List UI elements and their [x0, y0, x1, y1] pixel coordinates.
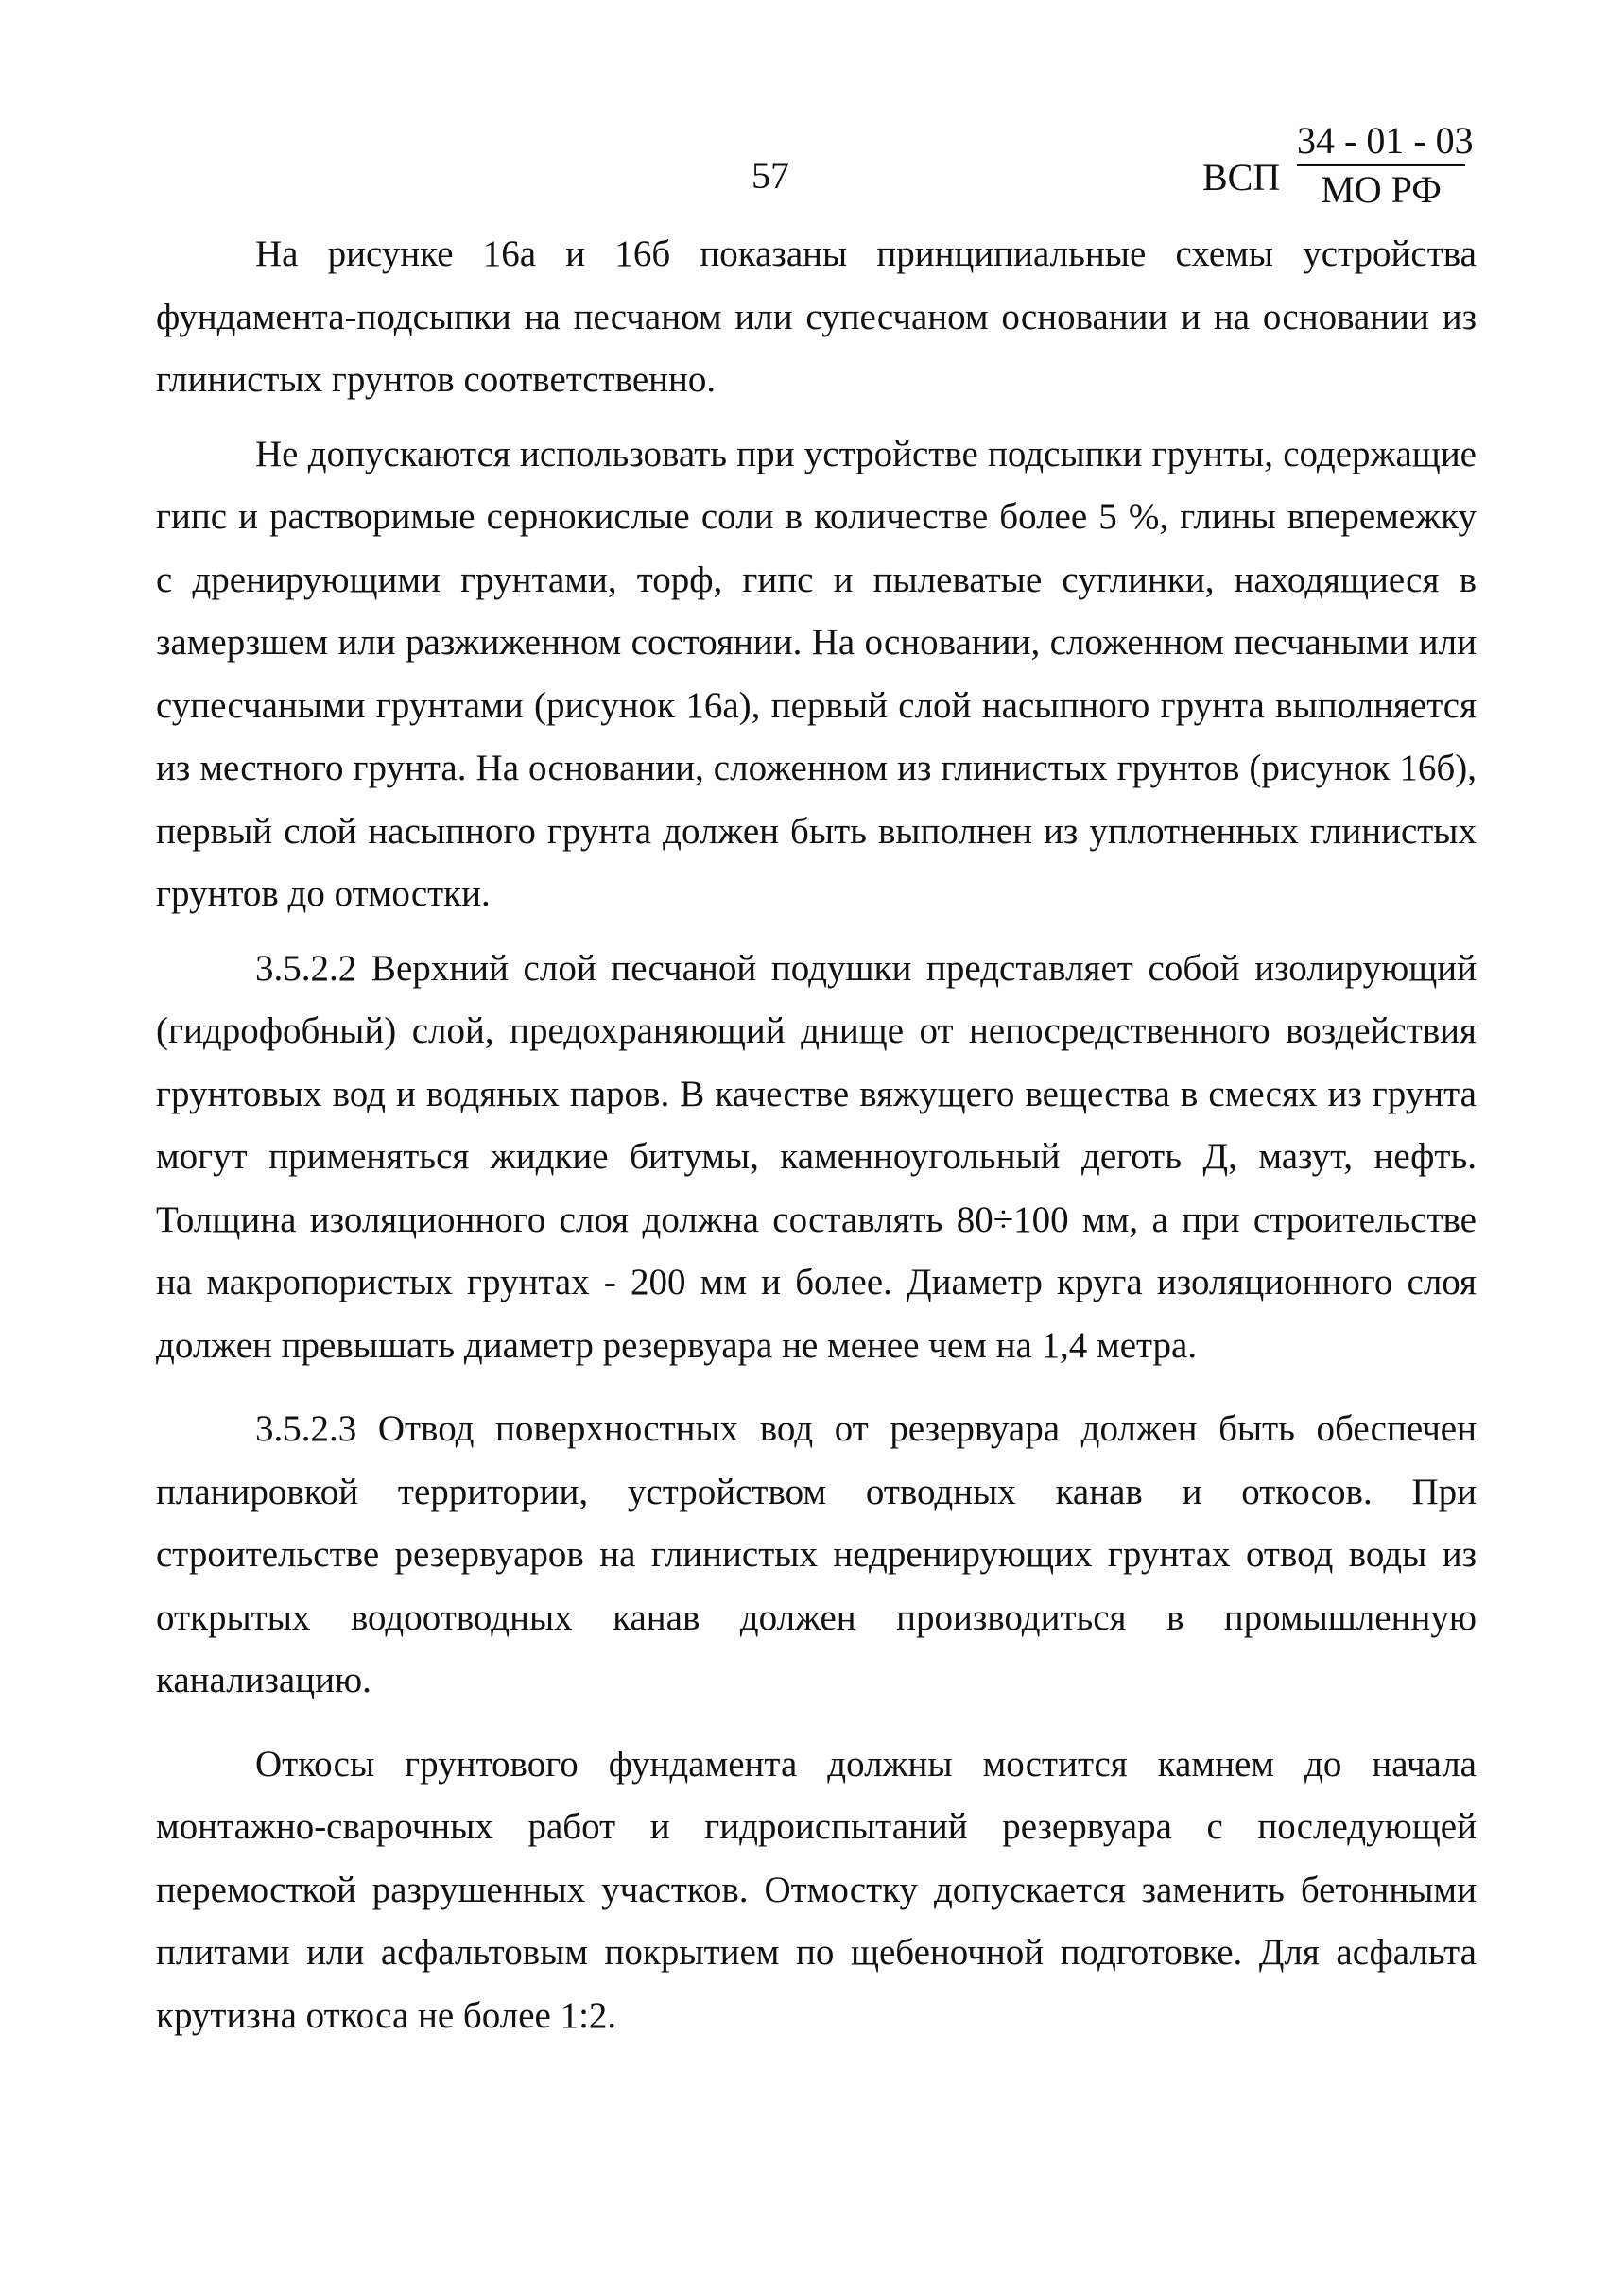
paragraph-fill-soil-restrictions: Не допускаются использовать при устройстве подсыпки грунты, содержащие гипс и растворимые сернокислые соли в количестве более 5 %, глины вперемежку с дренирующими грунтами, торф, гипс и пылеватые суглинки, находящиеся в замерзшем или разжиженном состоянии. На основании, сложенном песчаными или супесчаными грунтами (рисунок 16а), первый слой насыпного грунта выполняется из местного грунта. На основании, сложенном из глинистых грунтов (рисунок 16б), первый слой насыпного грунта должен быть выполнен из уплотненных глинистых грунтов до отмостки.	[156, 433, 1477, 914]
paragraph-slopes: Откосы грунтового фундамента должны мостится камнем до начала монтажно-сварочных работ и гидроиспытаний резервуара с последующей перемосткой разрушенных участков. Отмостку допускается заменить бетонными плитами или асфальтовым покрытием по щебеночной подготовке. Для асфальта крутизна откоса не более 1:2.	[156, 1743, 1477, 2036]
fraction-line	[1297, 164, 1465, 166]
document-code-organization: МО РФ	[1321, 168, 1442, 211]
paragraph-section-3-5-2-2: 3.5.2.2 Верхний слой песчаной подушки представляет собой изолирующий (гидрофобный) слой, предохраняющий днище от непосредственного воздействия грунтовых вод и водяных паров. В качестве вяжущего вещества в смесях из грунта могут применяться жидкие битумы, каменноугольный деготь Д, мазут, нефть. Толщина изоляционного слоя должна составлять 80÷100 мм, а при строительстве на макропористых грунтах - 200 мм и более. Диаметр круга изоляционного слоя должен превышать диаметр резервуара не менее чем на 1,4 метра.	[156, 947, 1477, 1366]
document-code-number: 34 - 01 - 03	[1297, 119, 1474, 162]
paragraph-figure-reference: На рисунке 16а и 16б показаны принципиальные схемы устройства фундамента-подсыпки на песчаном или супесчаном основании и на основании из глинистых грунтов соответственно.	[156, 233, 1477, 400]
document-code-fraction	[1297, 119, 1474, 212]
page-number: 57	[752, 154, 789, 197]
paragraph-section-3-5-2-3: 3.5.2.3 Отвод поверхностных вод от резервуара должен быть обеспечен планировкой территории, устройством отводных канав и откосов. При строительстве резервуаров на глинистых недренирующих грунтах отвод воды из открытых водоотводных канав должен производиться в промышленную канализацию.	[156, 1408, 1477, 1700]
body-text	[156, 223, 1477, 2068]
document-code-prefix: ВСП	[1202, 156, 1281, 198]
